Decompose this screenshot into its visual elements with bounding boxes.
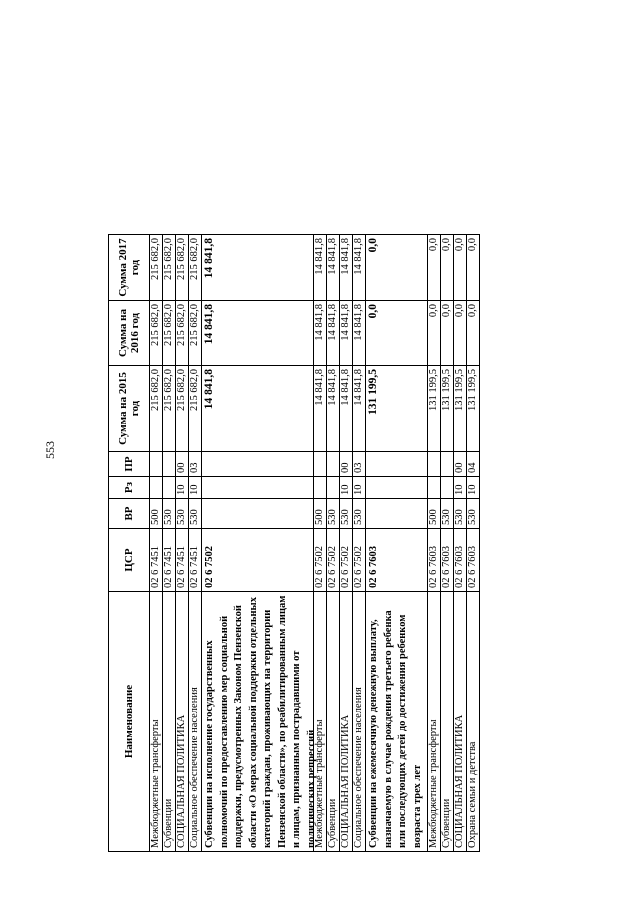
row-sum-2017: 0,0 — [454, 234, 467, 300]
row-csr: 02 6 7603 — [366, 528, 428, 591]
row-vr: 530 — [327, 498, 340, 528]
row-name: Межбюджетные трансферты — [314, 591, 327, 852]
row-vr: 530 — [189, 498, 202, 528]
row-csr: 02 6 7451 — [189, 528, 202, 591]
row-sum-2016: 14 841,8 — [340, 300, 353, 365]
row-pr: 03 — [189, 451, 202, 476]
row-pr — [441, 451, 454, 476]
row-csr: 02 6 7502 — [353, 528, 366, 591]
row-sum-2017: 14 841,8 — [202, 234, 314, 300]
row-sum-2017: 215 682,0 — [150, 234, 163, 300]
header-sum-2016: Сумма на 2016 год — [108, 300, 150, 365]
row-sum-2015: 131 199,5 — [467, 365, 480, 451]
row-csr: 02 6 7603 — [454, 528, 467, 591]
row-rz — [327, 476, 340, 498]
row-sum-2016: 0,0 — [366, 300, 428, 365]
row-name: Социальное обеспечение населения — [189, 591, 202, 852]
row-pr: 00 — [340, 451, 353, 476]
row-csr: 02 6 7603 — [467, 528, 480, 591]
row-sum-2017: 0,0 — [428, 234, 441, 300]
row-sum-2016: 14 841,8 — [202, 300, 314, 365]
row-sum-2015: 131 199,5 — [428, 365, 441, 451]
row-sum-2017: 0,0 — [467, 234, 480, 300]
row-name: Межбюджетные трансферты — [150, 591, 163, 852]
budget-table — [108, 47, 478, 852]
row-vr: 530 — [176, 498, 189, 528]
row-pr — [366, 451, 428, 476]
row-sum-2015: 14 841,8 — [202, 365, 314, 451]
row-pr: 00 — [176, 451, 189, 476]
row-sum-2015: 215 682,0 — [176, 365, 189, 451]
row-vr: 530 — [454, 498, 467, 528]
row-sum-2015: 131 199,5 — [441, 365, 454, 451]
header-sum-2017: Сумма 2017 год — [108, 234, 150, 300]
row-vr: 530 — [353, 498, 366, 528]
row-csr: 02 6 7603 — [441, 528, 454, 591]
row-csr: 02 6 7502 — [314, 528, 327, 591]
row-sum-2016: 14 841,8 — [353, 300, 366, 365]
header-rz: Рз — [108, 476, 150, 498]
row-sum-2017: 0,0 — [441, 234, 454, 300]
row-rz — [428, 476, 441, 498]
row-name: СОЦИАЛЬНАЯ ПОЛИТИКА — [176, 591, 189, 852]
row-name: Субвенции на ежемесячную денежную выплату, назначаемую в случае рождения третьего ребенка или последующих детей до достижения ребенком возраста трех лет — [366, 591, 428, 852]
row-sum-2017: 0,0 — [366, 234, 428, 300]
row-vr: 530 — [163, 498, 176, 528]
row-pr — [163, 451, 176, 476]
row-name: Субвенции на исполнение государственных полномочий по предоставлению мер социальной поддержки, предусмотренных Законом Пензенской области «О мерах социальной поддержки отдельных категорий граждан, проживающих на территории Пензенской области», по реабилитированным лицам и лицам, признанным пострадавшими от политических репрессий — [202, 591, 314, 852]
row-sum-2016: 215 682,0 — [150, 300, 163, 365]
row-sum-2015: 131 199,5 — [454, 365, 467, 451]
row-sum-2015: 14 841,8 — [353, 365, 366, 451]
row-pr: 03 — [353, 451, 366, 476]
row-rz: 10 — [454, 476, 467, 498]
row-vr: 500 — [314, 498, 327, 528]
row-rz: 10 — [467, 476, 480, 498]
row-sum-2015: 215 682,0 — [163, 365, 176, 451]
row-name: СОЦИАЛЬНАЯ ПОЛИТИКА — [340, 591, 353, 852]
row-vr: 530 — [467, 498, 480, 528]
row-rz — [163, 476, 176, 498]
row-rz — [366, 476, 428, 498]
header-vr: ВР — [108, 498, 150, 528]
row-sum-2015: 14 841,8 — [340, 365, 353, 451]
row-sum-2016: 215 682,0 — [176, 300, 189, 365]
row-pr — [327, 451, 340, 476]
row-rz — [314, 476, 327, 498]
row-pr — [428, 451, 441, 476]
row-csr: 02 6 7502 — [327, 528, 340, 591]
row-rz — [150, 476, 163, 498]
row-sum-2015: 131 199,5 — [366, 365, 428, 451]
row-sum-2016: 0,0 — [441, 300, 454, 365]
row-rz — [202, 476, 314, 498]
row-name: Субвенции — [163, 591, 176, 852]
header-csr: ЦСР — [108, 528, 150, 591]
row-csr: 02 6 7502 — [340, 528, 353, 591]
row-sum-2015: 14 841,8 — [314, 365, 327, 451]
row-sum-2015: 215 682,0 — [150, 365, 163, 451]
row-pr — [150, 451, 163, 476]
row-sum-2017: 14 841,8 — [327, 234, 340, 300]
row-sum-2017: 14 841,8 — [353, 234, 366, 300]
row-sum-2017: 215 682,0 — [163, 234, 176, 300]
row-rz — [441, 476, 454, 498]
row-pr: 00 — [454, 451, 467, 476]
row-sum-2016: 14 841,8 — [314, 300, 327, 365]
row-vr: 530 — [441, 498, 454, 528]
row-name: СОЦИАЛЬНАЯ ПОЛИТИКА — [454, 591, 467, 852]
row-sum-2016: 0,0 — [454, 300, 467, 365]
row-rz: 10 — [189, 476, 202, 498]
row-csr: 02 6 7603 — [428, 528, 441, 591]
row-sum-2017: 14 841,8 — [314, 234, 327, 300]
row-csr: 02 6 7451 — [163, 528, 176, 591]
row-vr: 500 — [150, 498, 163, 528]
row-sum-2016: 0,0 — [467, 300, 480, 365]
row-csr: 02 6 7502 — [202, 528, 314, 591]
row-vr — [202, 498, 314, 528]
row-name: Субвенции — [441, 591, 454, 852]
row-rz: 10 — [176, 476, 189, 498]
row-sum-2016: 0,0 — [428, 300, 441, 365]
row-sum-2016: 215 682,0 — [163, 300, 176, 365]
row-sum-2015: 215 682,0 — [189, 365, 202, 451]
row-pr — [202, 451, 314, 476]
row-name: Охрана семьи и детства — [467, 591, 480, 852]
header-sum-2015: Сумма на 2015 год — [108, 365, 150, 451]
row-rz: 10 — [353, 476, 366, 498]
row-vr: 530 — [340, 498, 353, 528]
header-name: Наименование — [108, 591, 150, 852]
row-sum-2015: 14 841,8 — [327, 365, 340, 451]
row-sum-2016: 215 682,0 — [189, 300, 202, 365]
row-pr — [314, 451, 327, 476]
row-csr: 02 6 7451 — [150, 528, 163, 591]
row-sum-2017: 215 682,0 — [176, 234, 189, 300]
page-number: 553 — [43, 441, 57, 459]
row-rz: 10 — [340, 476, 353, 498]
row-sum-2017: 215 682,0 — [189, 234, 202, 300]
row-vr: 500 — [428, 498, 441, 528]
row-csr: 02 6 7451 — [176, 528, 189, 591]
row-sum-2017: 14 841,8 — [340, 234, 353, 300]
row-name: Межбюджетные трансферты — [428, 591, 441, 852]
header-pr: ПР — [108, 451, 150, 476]
row-vr — [366, 498, 428, 528]
row-name: Субвенции — [327, 591, 340, 852]
row-sum-2016: 14 841,8 — [327, 300, 340, 365]
row-pr: 04 — [467, 451, 480, 476]
row-name: Социальное обеспечение населения — [353, 591, 366, 852]
